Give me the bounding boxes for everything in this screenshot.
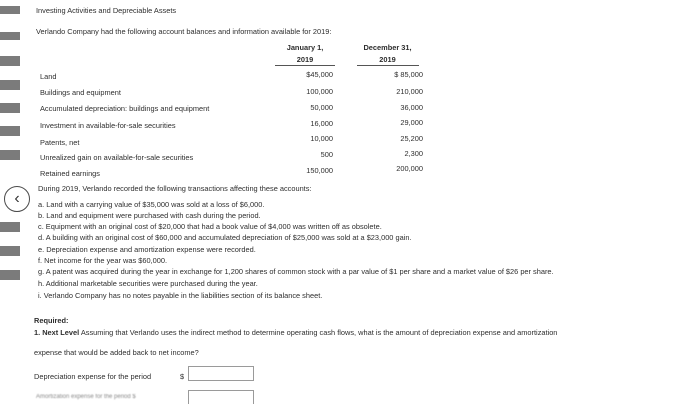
question-number: 1. Next Level: [34, 328, 80, 337]
currency-symbol: $: [180, 372, 185, 381]
dec-value: 200,000: [396, 164, 423, 173]
jan-value: 50,000: [310, 103, 333, 112]
list-item: i. Verlando Company has no notes payable in the liabilities section of its balance sheet.: [38, 291, 323, 300]
column-header-dec-year: 2019: [379, 55, 396, 64]
account-name: Unrealized gain on available-for-sale securities: [40, 153, 194, 162]
intro-text: Verlando Company had the following account balances and information available for 2019:: [36, 27, 332, 36]
transactions-intro: During 2019, Verlando recorded the following transactions affecting these accounts:: [38, 184, 312, 193]
dec-value: 25,200: [400, 134, 423, 143]
strip-bar: [0, 246, 20, 256]
question-line-2: expense that would be added back to net income?: [34, 348, 199, 357]
column-header-jan-year: 2019: [296, 55, 314, 64]
dec-value: 29,000: [400, 118, 423, 127]
account-name: Land: [40, 72, 57, 81]
list-item: c. Equipment with an original cost of $20,000 that had a book value of $4,000 was written off as obsolete.: [38, 222, 382, 231]
dec-value: 210,000: [396, 87, 423, 96]
chevron-left-icon: ‹: [14, 190, 20, 207]
amortization-input[interactable]: [188, 390, 254, 404]
strip-bar: [0, 80, 20, 90]
strip-bar: [0, 222, 20, 232]
list-item: b. Land and equipment were purchased with cash during the period.: [38, 211, 261, 220]
strip-bar: [0, 6, 20, 14]
strip-bar: [0, 32, 20, 40]
page-title: Investing Activities and Depreciable Assets: [36, 6, 177, 15]
question-line-1: [34, 328, 557, 337]
strip-bar: [0, 56, 20, 66]
currency-symbol: $: [132, 394, 136, 400]
jan-value: 500: [320, 150, 333, 159]
strip-bar: [0, 126, 20, 136]
required-heading: Required:: [34, 316, 69, 325]
column-underline: [357, 65, 419, 66]
depreciation-input[interactable]: [188, 366, 254, 381]
list-item: g. A patent was acquired during the year in exchange for 1,200 shares of common stock with a par value of $1 per share and a market value of $26 per share.: [38, 267, 554, 276]
jan-value: 10,000: [310, 134, 333, 143]
account-name: Accumulated depreciation: buildings and equipment: [40, 104, 210, 113]
dec-value: $ 85,000: [394, 70, 423, 79]
account-name: Retained earnings: [40, 169, 100, 178]
account-name: Patents, net: [40, 138, 80, 147]
list-item: d. A building with an original cost of $60,000 and accumulated depreciation of $25,000 was sold at a $23,000 gain.: [38, 233, 412, 242]
jan-value: 150,000: [306, 166, 333, 175]
jan-value: 16,000: [310, 119, 333, 128]
list-item: e. Depreciation expense and amortization expense were recorded.: [38, 245, 256, 254]
strip-bar: [0, 103, 20, 113]
strip-bar: [0, 150, 20, 160]
question-text: Assuming that Verlando uses the indirect method to determine operating cash flows, what is the amount of depreciation expense and amortization: [79, 328, 558, 337]
list-item: a. Land with a carrying value of $35,000 was sold at a loss of $6,000.: [38, 200, 265, 209]
jan-value: 100,000: [306, 87, 333, 96]
strip-bar: [0, 270, 20, 280]
dec-value: 36,000: [400, 103, 423, 112]
jan-value: $45,000: [306, 70, 333, 79]
list-item: f. Net income for the year was $60,000.: [38, 256, 167, 265]
column-header-jan: January 1,: [286, 43, 324, 52]
account-name: Buildings and equipment: [40, 88, 121, 97]
dec-value: 2,300: [404, 149, 423, 158]
amortization-label-text: Amortization expense for the period: [36, 394, 131, 400]
amortization-label: [36, 394, 206, 400]
depreciation-label: Depreciation expense for the period: [34, 372, 152, 381]
column-underline: [275, 65, 335, 66]
account-name: Investment in available-for-sale securities: [40, 121, 176, 130]
list-item: h. Additional marketable securities were purchased during the year.: [38, 279, 258, 288]
back-button[interactable]: [4, 186, 30, 212]
column-header-dec: December 31,: [363, 43, 412, 52]
